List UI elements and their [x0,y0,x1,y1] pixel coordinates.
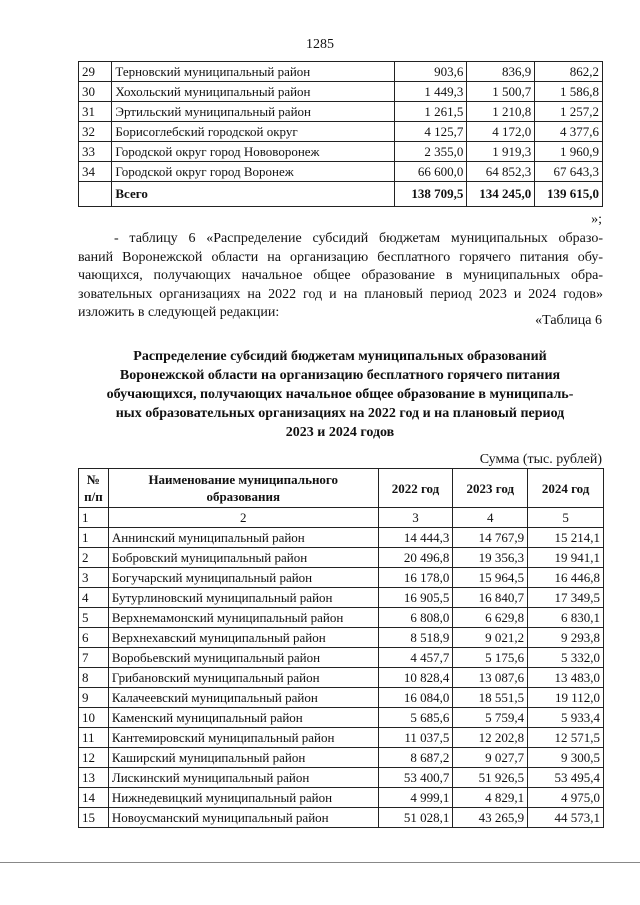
row-number: 14 [79,788,109,808]
value-2024: 1 960,9 [535,142,603,162]
row-number: 31 [79,102,112,122]
value-2023: 836,9 [467,62,535,82]
value-2024: 5 332,0 [528,648,604,668]
total-label: Всего [112,182,394,207]
municipality-name: Терновский муниципальный район [112,62,394,82]
row-number: 34 [79,162,112,182]
value-2024: 13 483,0 [528,668,604,688]
header-2024: 2024 год [528,469,604,508]
paragraph-line: ваний Воронежской области на организацию бесплатного горячего питания обу- [78,249,603,265]
page-bottom-rule [0,862,640,863]
municipality-name: Новоусманский муниципальный район [108,808,378,828]
value-2024: 12 571,5 [528,728,604,748]
table-row [79,728,604,748]
table-row [79,648,604,668]
table-row [79,62,603,82]
value-2024: 16 446,8 [528,568,604,588]
value-2024: 9 300,5 [528,748,604,768]
value-2022: 14 444,3 [378,528,453,548]
value-2022: 1 449,3 [394,82,467,102]
value-2024: 5 933,4 [528,708,604,728]
value-2024: 4 377,6 [535,122,603,142]
value-2024: 15 214,1 [528,528,604,548]
municipality-name: Эртильский муниципальный район [112,102,394,122]
value-2024: 67 643,3 [535,162,603,182]
value-2023: 64 852,3 [467,162,535,182]
column-number: 1 [79,508,109,528]
table-row [79,102,603,122]
value-2022: 4 457,7 [378,648,453,668]
table-row [79,748,604,768]
municipality-name: Аннинский муниципальный район [108,528,378,548]
table-row [79,628,604,648]
value-2022: 8 687,2 [378,748,453,768]
table-row [79,568,604,588]
municipality-name: Бутурлиновский муниципальный район [108,588,378,608]
value-2022: 903,6 [394,62,467,82]
value-2023: 6 629,8 [453,608,528,628]
value-2022: 8 518,9 [378,628,453,648]
table-row [79,162,603,182]
value-2023: 1 919,3 [467,142,535,162]
row-number: 13 [79,768,109,788]
row-number: 1 [79,528,109,548]
row-number: 12 [79,748,109,768]
table-row [79,768,604,788]
value-2023: 19 356,3 [453,548,528,568]
municipality-name: Бобровский муниципальный район [108,548,378,568]
value-2024: 44 573,1 [528,808,604,828]
header-name: Наименование муниципального образования [108,469,378,508]
table-row [79,788,604,808]
value-2022: 4 125,7 [394,122,467,142]
column-number: 3 [378,508,453,528]
table-row [79,668,604,688]
table-row [79,608,604,628]
value-2022: 11 037,5 [378,728,453,748]
value-2022: 5 685,6 [378,708,453,728]
table-heading [90,347,590,442]
municipality-name: Калачеевский муниципальный район [108,688,378,708]
heading-line: 2023 и 2024 годов [285,425,395,440]
column-numbering-row [79,508,604,528]
value-2022: 51 028,1 [378,808,453,828]
total-2022: 138 709,5 [394,182,467,207]
paragraph-line: зовательных организациях на 2022 год и на плановый период 2023 и 2024 годов» [78,286,603,302]
heading-line: обучающихся, получающих начальное общее образование в муниципаль- [106,387,574,402]
row-number: 32 [79,122,112,142]
column-number: 2 [108,508,378,528]
closing-quote-mark: »; [591,212,602,227]
total-2024: 139 615,0 [535,182,603,207]
row-number: 2 [79,548,109,568]
value-2023: 5 175,6 [453,648,528,668]
value-2023: 4 829,1 [453,788,528,808]
value-2022: 66 600,0 [394,162,467,182]
value-2024: 17 349,5 [528,588,604,608]
heading-line: Распределение субсидий бюджетам муниципальных образований [133,349,547,364]
table-row [79,588,604,608]
empty-cell [79,182,112,207]
heading-line: ных образовательных организациях на 2022 год и на плановый период [115,406,565,421]
municipality-name: Городской округ город Нововоронеж [112,142,394,162]
municipality-name: Каширский муниципальный район [108,748,378,768]
row-number: 11 [79,728,109,748]
table-row [79,688,604,708]
heading-line: Воронежской области на организацию бесплатного горячего питания [119,368,561,383]
value-2023: 43 265,9 [453,808,528,828]
row-number: 8 [79,668,109,688]
row-number: 3 [79,568,109,588]
municipality-name: Верхнемамонский муниципальный район [108,608,378,628]
table-row [79,528,604,548]
value-2023: 18 551,5 [453,688,528,708]
municipality-name: Хохольский муниципальный район [112,82,394,102]
value-2024: 19 112,0 [528,688,604,708]
paragraph-line: чающихся, получающих начальное общее образование в муниципальных обра- [78,268,603,283]
table-row [79,122,603,142]
value-2023: 16 840,7 [453,588,528,608]
total-row [79,182,603,207]
row-number: 33 [79,142,112,162]
municipality-name: Лискинский муниципальный район [108,768,378,788]
value-2023: 1 210,8 [467,102,535,122]
column-number: 5 [528,508,604,528]
row-number: 6 [79,628,109,648]
row-number: 29 [79,62,112,82]
value-2023: 12 202,8 [453,728,528,748]
paragraph-line: изложить в следующей редакции: [78,305,280,320]
value-2022: 10 828,4 [378,668,453,688]
value-2022: 16 178,0 [378,568,453,588]
value-2023: 9 027,7 [453,748,528,768]
table-header-row [79,469,604,508]
row-number: 30 [79,82,112,102]
value-2022: 53 400,7 [378,768,453,788]
value-2024: 1 257,2 [535,102,603,122]
value-2023: 51 926,5 [453,768,528,788]
value-2022: 20 496,8 [378,548,453,568]
table-label: «Таблица 6 [535,313,602,328]
row-number: 10 [79,708,109,728]
table-row [79,548,604,568]
municipality-name: Каменский муниципальный район [108,708,378,728]
value-2024: 4 975,0 [528,788,604,808]
value-2023: 5 759,4 [453,708,528,728]
table-row [79,808,604,828]
municipality-name: Борисоглебский городской округ [112,122,394,142]
row-number: 7 [79,648,109,668]
row-number: 4 [79,588,109,608]
value-2022: 4 999,1 [378,788,453,808]
value-2024: 1 586,8 [535,82,603,102]
subsidy-distribution-table [78,468,604,828]
municipality-name: Воробьевский муниципальный район [108,648,378,668]
value-2024: 53 495,4 [528,768,604,788]
header-2023: 2023 год [453,469,528,508]
municipality-name: Верхнехавский муниципальный район [108,628,378,648]
value-2022: 16 084,0 [378,688,453,708]
value-2023: 14 767,9 [453,528,528,548]
column-number: 4 [453,508,528,528]
value-2023: 15 964,5 [453,568,528,588]
row-number: 9 [79,688,109,708]
municipality-name: Кантемировский муниципальный район [108,728,378,748]
value-2023: 1 500,7 [467,82,535,102]
continued-subsidy-table [78,61,603,207]
value-2023: 13 087,6 [453,668,528,688]
header-2022: 2022 год [378,469,453,508]
total-2023: 134 245,0 [467,182,535,207]
value-2024: 6 830,1 [528,608,604,628]
row-number: 15 [79,808,109,828]
page-number: 1285 [306,37,334,52]
header-number: № п/п [79,469,109,508]
amendment-paragraph [78,230,603,323]
value-2022: 2 355,0 [394,142,467,162]
row-number: 5 [79,608,109,628]
municipality-name: Нижнедевицкий муниципальный район [108,788,378,808]
paragraph-line: - таблицу 6 «Распределение субсидий бюджетам муниципальных образо- [114,231,603,246]
table-row [79,708,604,728]
municipality-name: Грибановский муниципальный район [108,668,378,688]
value-2023: 9 021,2 [453,628,528,648]
units-label: Сумма (тыс. рублей) [479,452,602,467]
municipality-name: Городской округ город Воронеж [112,162,394,182]
table-row [79,82,603,102]
value-2022: 6 808,0 [378,608,453,628]
value-2024: 862,2 [535,62,603,82]
table-row [79,142,603,162]
value-2022: 1 261,5 [394,102,467,122]
value-2022: 16 905,5 [378,588,453,608]
value-2023: 4 172,0 [467,122,535,142]
value-2024: 9 293,8 [528,628,604,648]
value-2024: 19 941,1 [528,548,604,568]
municipality-name: Богучарский муниципальный район [108,568,378,588]
